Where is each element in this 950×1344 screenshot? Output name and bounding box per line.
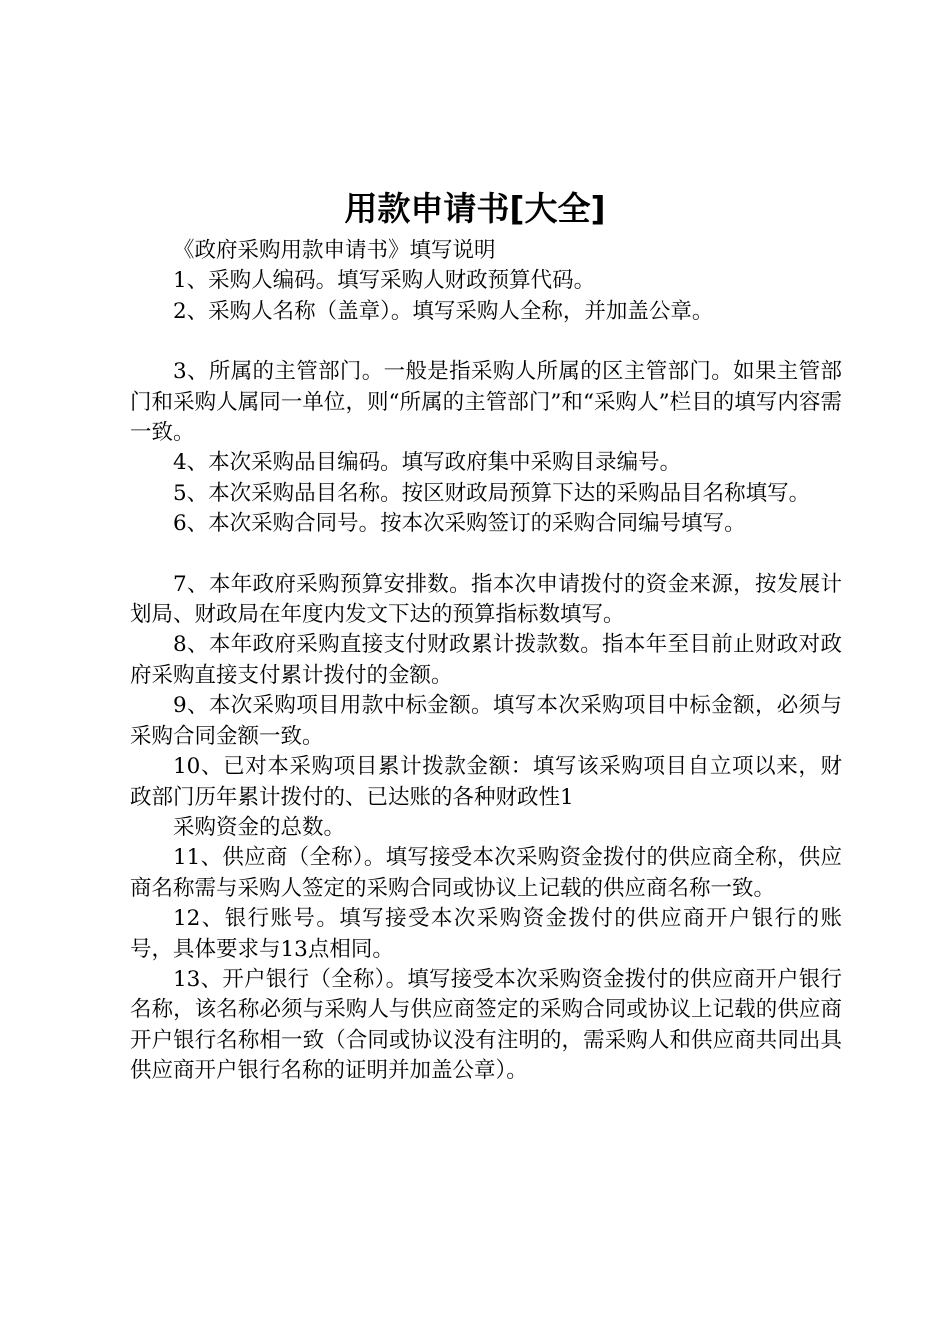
- spacer: [130, 327, 842, 357]
- paragraph-9: 9、本次采购项目用款中标金额。填写本次采购项目中标金额，必须与采购合同金额一致。: [130, 693, 842, 749]
- paragraph-1: 1、采购人编码。填写采购人财政预算代码。: [173, 268, 596, 294]
- spacer: [130, 540, 842, 570]
- paragraph-11: 11、供应商（全称）。填写接受本次采购资金拨付的供应商全称，供应商名称需与采购人签定的采购合同或协议上记载的供应商名称一致。: [130, 845, 842, 901]
- paragraph-3: 3、所属的主管部门。一般是指采购人所属的区主管部门。如果主管部门和采购人属同一单位，则“所属的主管部门”和“采购人”栏目的填写内容需一致。: [130, 359, 842, 446]
- paragraph-8: 8、本年政府采购直接支付财政累计拨款数。指本年至目前止财政对政府采购直接支付累计拨付的金额。: [130, 632, 842, 688]
- paragraph-13: 13、开户银行（全称）。填写接受本次采购资金拨付的供应商开户银行名称，该名称必须与采购人与供应商签定的采购合同或协议上记载的供应商开户银行名称相一致（合同或协议没有注明的，需采购人和供应商共同出具供应商开户银行名称的证明并加盖公章）。: [130, 966, 842, 1084]
- paragraph-5: 5、本次采购品目名称。按区财政局预算下达的采购品目名称填写。: [173, 480, 811, 506]
- paragraph-12: 12、银行账号。填写接受本次采购资金拨付的供应商开户银行的账号，具体要求与13点相同。: [130, 906, 842, 962]
- paragraph-6: 6、本次采购合同号。按本次采购签订的采购合同编号填写。: [173, 511, 746, 537]
- document-body: [130, 236, 842, 1087]
- paragraph-2: 2、采购人名称（盖章）。填写采购人全称，并加盖公章。: [173, 298, 714, 324]
- document-subtitle: 《政府采购用款申请书》填写说明: [173, 238, 496, 263]
- paragraph-7: 7、本年政府采购预算安排数。指本次申请拨付的资金来源，按发展计划局、财政局在年度内发文下达的预算指标数填写。: [130, 571, 842, 628]
- document-title: 用款申请书[大全]: [344, 189, 606, 228]
- paragraph-10: 10、已对本采购项目累计拨款金额：填写该采购项目自立项以来，财政部门历年累计拨付的、已达账的各种财政性1: [130, 754, 842, 810]
- paragraph-4: 4、本次采购品目编码。填写政府集中采购目录编号。: [173, 450, 682, 476]
- paragraph-10-continued: 采购资金的总数。: [173, 814, 346, 840]
